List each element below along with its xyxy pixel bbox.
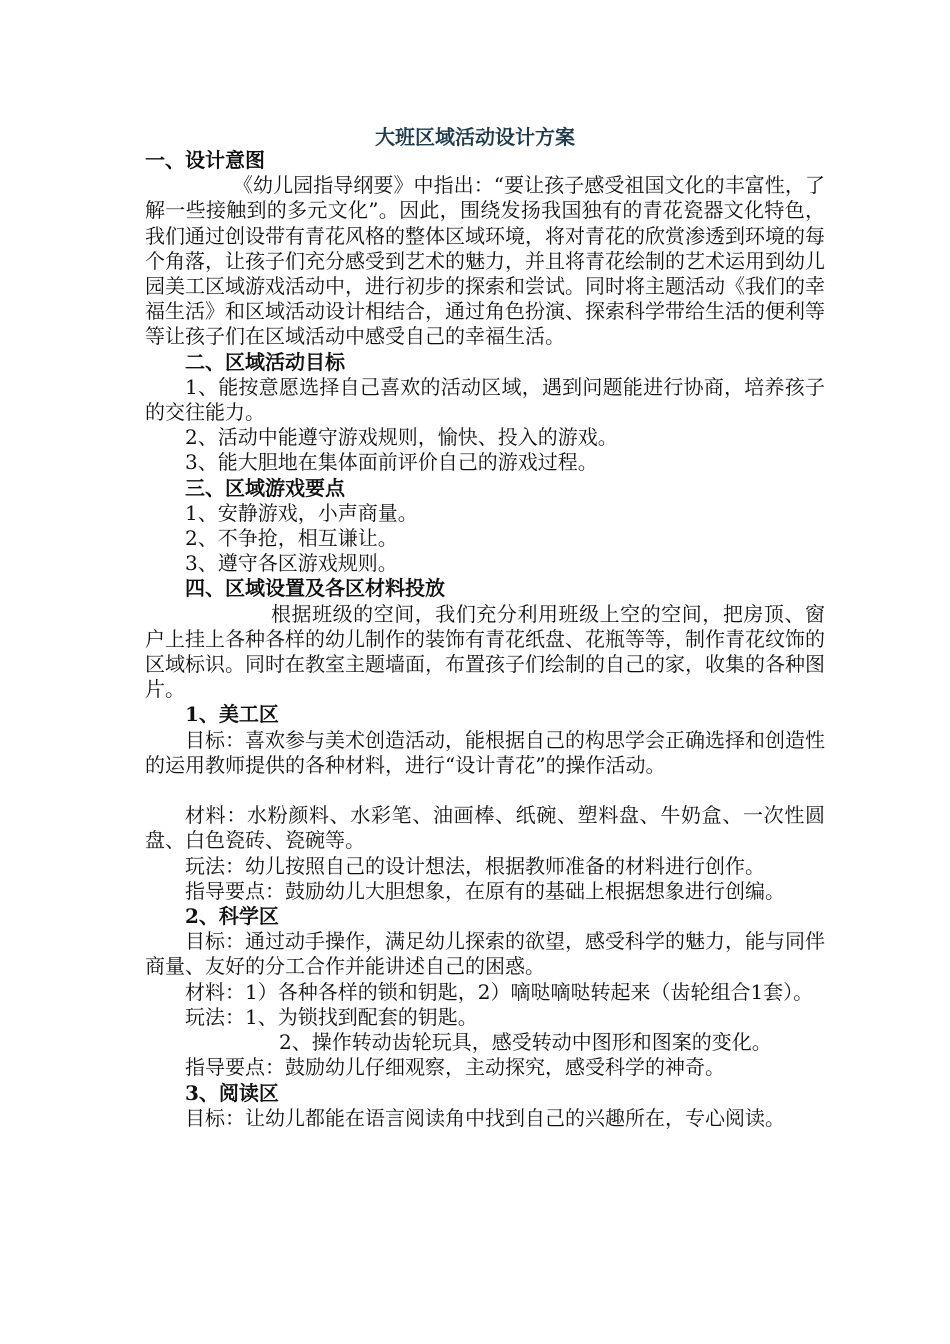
list-item-point-1: 1、安静游戏，小声商量。 xyxy=(185,500,418,525)
document-title: 大班区域活动设计方案 xyxy=(375,125,575,149)
section-heading-key-points: 三、区域游戏要点 xyxy=(185,475,345,500)
list-item-goal-3: 3、能大胆地在集体面前评价自己的游戏过程。 xyxy=(185,450,598,475)
document-body xyxy=(145,148,825,1131)
science-play-1: 玩法：1、为锁找到配套的钥匙。 xyxy=(185,1004,478,1029)
science-goal: 目标：通过动手操作，满足幼儿探索的欲望，感受科学的魅力，能与同伴商量、友好的分工合作并能讲述自己的困惑。 xyxy=(145,929,825,979)
subheading-science-area: 2、科学区 xyxy=(185,904,279,929)
subheading-reading-area: 3、阅读区 xyxy=(185,1080,279,1105)
list-item-point-2: 2、不争抢，相互谦让。 xyxy=(185,526,398,551)
reading-goal: 目标：让幼儿都能在语言阅读角中找到自己的兴趣所在，专心阅读。 xyxy=(185,1105,785,1130)
science-materials: 材料：1）各种各样的锁和钥匙，2）嘀哒嘀哒转起来（齿轮组合1套）。 xyxy=(185,979,814,1004)
list-item-point-3: 3、遵守各区游戏规则。 xyxy=(185,551,398,576)
section-heading-goals: 二、区域活动目标 xyxy=(185,349,345,374)
art-materials: 材料：水粉颜料、水彩笔、油画棒、纸碗、塑料盘、牛奶盒、一次性圆盘、白色瓷砖、瓷碗等。 xyxy=(145,803,825,853)
list-item-goal-2: 2、活动中能遵守游戏规则，愉快、投入的游戏。 xyxy=(185,425,618,450)
science-play-2: 2、操作转动齿轮玩具，感受转动中图形和图案的变化。 xyxy=(279,1030,772,1055)
subheading-art-area: 1、美工区 xyxy=(185,702,279,727)
section-heading-setup: 四、区域设置及各区材料投放 xyxy=(185,576,445,601)
section-heading-design-intent: 一、设计意图 xyxy=(145,148,265,172)
science-guide: 指导要点：鼓励幼儿仔细观察，主动探究，感受科学的神奇。 xyxy=(185,1055,725,1080)
art-play: 玩法：幼儿按照自己的设计想法，根据教师准备的材料进行创作。 xyxy=(185,853,765,878)
paragraph-design-intent: 《幼儿园指导纲要》中指出：“要让孩子感受祖国文化的丰富性，了解一些接触到的多元文化”。因此，围绕发扬我国独有的青花瓷器文化特色，我们通过创设带有青花风格的整体区域环境，将对青花的欣赏渗透到环境的每个角落，让孩子们充分感受到艺术的魅力，并且将青花绘制的艺术运用到幼儿园美工区域游戏活动中，进行初步的探索和尝试。同时将主题活动《我们的幸福生活》和区域活动设计相结合，通过角色扮演、探索科学带给生活的便利等等让孩子们在区域活动中感受自己的幸福生活。 xyxy=(145,173,825,349)
blank-line xyxy=(145,778,825,803)
paragraph-setup: 根据班级的空间，我们充分利用班级上空的空间，把房顶、窗户上挂上各种各样的幼儿制作的装饰有青花纸盘、花瓶等等，制作青花纹饰的区域标识。同时在教室主题墙面，布置孩子们绘制的自己的家，收集的各种图片。 xyxy=(145,601,825,702)
art-goal: 目标：喜欢参与美术创造活动，能根据自己的构思学会正确选择和创造性的运用教师提供的各种材料，进行“设计青花”的操作活动。 xyxy=(145,727,825,777)
art-guide: 指导要点：鼓励幼儿大胆想象，在原有的基础上根据想象进行创编。 xyxy=(185,878,785,903)
list-item-goal-1: 1、能按意愿选择自己喜欢的活动区域，遇到问题能进行协商，培养孩子的交往能力。 xyxy=(145,374,825,425)
